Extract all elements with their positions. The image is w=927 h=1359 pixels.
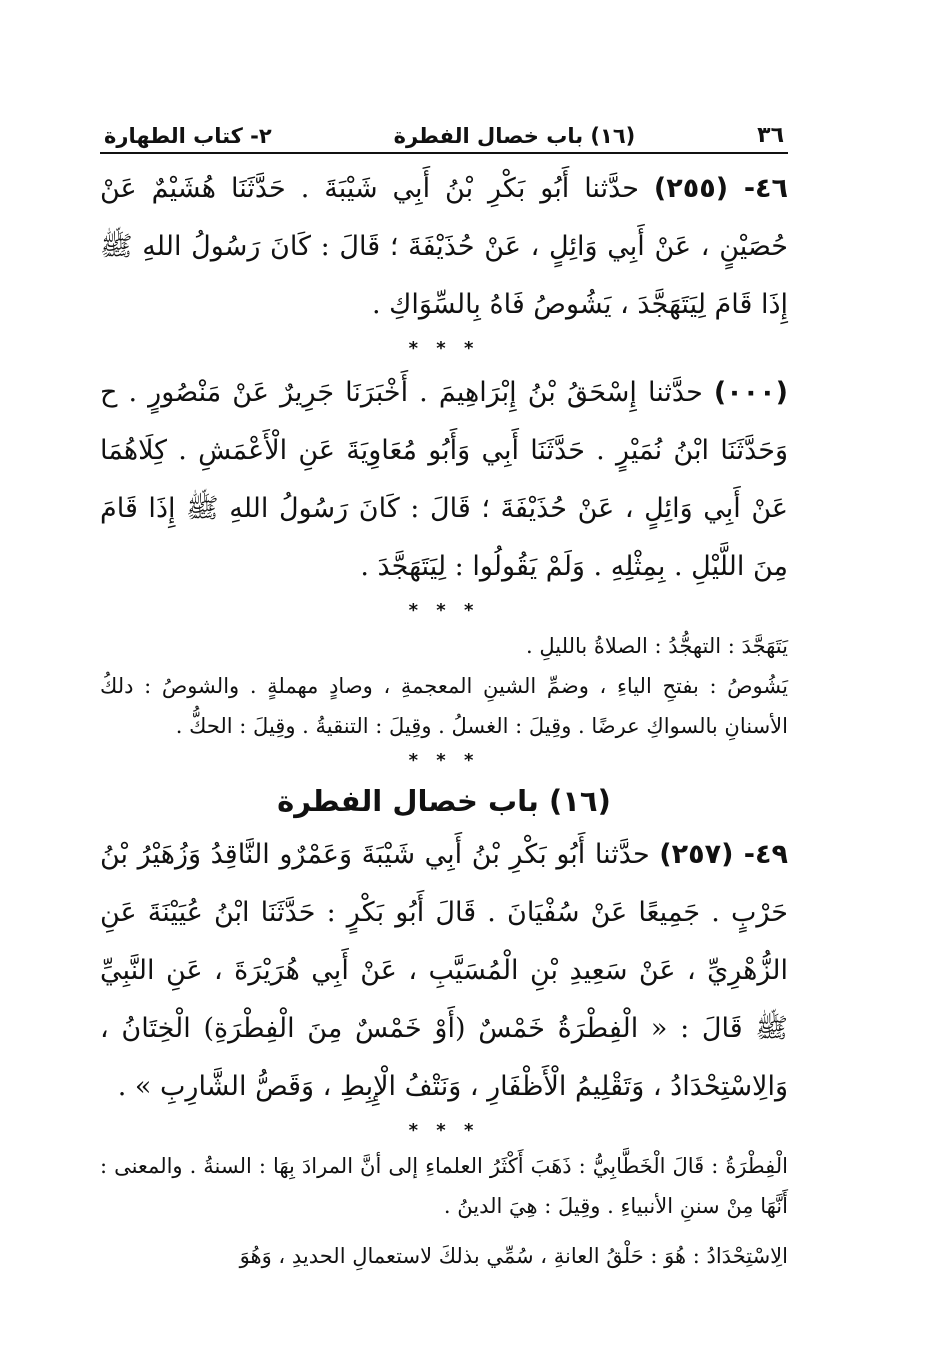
hadith-text: حدَّثنا أَبُو بَكْرِ بْنُ أَبِي شَيْبَةَ . حَدَّثَنَا هُشَيْمٌ عَنْ حُصَيْنٍ ، عَنْ أَبِي وَائِلٍ ، عَنْ حُذَيْفَةَ ؛ قَالَ : كَانَ رَسُولُ اللهِ ﷺ إِذَا قَامَ لِيَتَهَجَّدَ ، يَشُوصُ فَاهُ بِالسِّوَاكِ . [100, 173, 788, 320]
hadith-paragraph [100, 826, 788, 1116]
running-header [100, 112, 788, 152]
hadith-text: حدَّثنا إِسْحَقُ بْنُ إِبْرَاهِيمَ . أَخْبَرَنَا جَرِيرٌ عَنْ مَنْصُورٍ . ح وَحَدَّثَنَا ابْنُ نُمَيْرٍ . حَدَّثَنَا أَبِي وَأَبُو مُعَاوِيَةَ عَنِ الْأَعْمَشِ . كِلَاهُمَا عَنْ أَبِي وَائِلٍ ، عَنْ حُذَيْفَةَ ؛ قَالَ : كَانَ رَسُولُ اللهِ ﷺ إِذَا قَامَ مِنَ اللَّيْلِ . بِمِثْلِهِ . وَلَمْ يَقُولُوا : لِيَتَهَجَّدَ . [100, 377, 788, 582]
hadith-paragraph [100, 160, 788, 334]
commentary-note: الِاسْتِحْدَادُ : هُوَ : حَلْقُ العانةِ ، سُمِّي بذلكَ لاستعمالِ الحديدِ ، وَهُوَ [239, 1244, 788, 1268]
commentary-note: يَتَهَجَّدَ : التهجُّدُ : الصلاةُ بالليلِ . [526, 634, 788, 658]
commentary-note: الْفِطْرَةُ : قَالَ الْخَطَّابِيُّ : ذَهَبَ أَكْثَرُ العلماءِ إلى أنَّ المرادَ بِهَا : السنةُ . والمعنى : أَنَّهَا مِنْ سننِ الأنبياءِ . وقِيلَ : هِيَ الدينُ . [100, 1154, 788, 1218]
hadith-text: حدَّثنا أَبُو بَكْرِ بْنُ أَبِي شَيْبَةَ وَعَمْرٌو النَّاقِدُ وَزُهَيْرُ بْنُ حَرْبٍ . جَمِيعًا عَنْ سُفْيَانَ . قَالَ أَبُو بَكْرٍ : حَدَّثَنَا ابْنُ عُيَيْنَةَ عَنِ الزُّهْرِيِّ ، عَنْ سَعِيدِ بْنِ الْمُسَيَّبِ ، عَنْ أَبِي هُرَيْرَةَ ، عَنِ النَّبِيِّ ﷺ قَالَ : « الْفِطْرَةُ خَمْسٌ (أَوْ خَمْسٌ مِنَ الْفِطْرَةِ) الْخِتَانُ ، وَالِاسْتِحْدَادُ ، وَتَقْلِيمُ الْأَظْفَارِ ، وَنَتْفُ الْإِبِطِ ، وَقَصُّ الشَّارِبِ » . [100, 839, 788, 1102]
document-page [100, 112, 788, 1276]
hadith-number: ٤٩- (٢٥٧) [659, 839, 788, 870]
hadith-number: (٠٠٠) [713, 377, 788, 408]
commentary-note: يَشُوصُ : بفتحِ الياءِ ، وضمِّ الشينِ المعجمةِ ، وصادٍ مهملةٍ . والشوصُ : دلكُ الأسنانِ بالسواكِ عرضًا . وقِيلَ : الغسلُ . وقِيلَ : التنقيةُ . وقِيلَ : الحكُّ . [100, 674, 788, 738]
header-section-title: (١٦) باب خصال الفطرة [393, 124, 636, 148]
section-separator: * * * [408, 338, 480, 359]
chapter-title: (١٦) باب خصال الفطرة [277, 784, 611, 818]
header-book-title: ٢- كتاب الطهارة [104, 124, 272, 148]
hadith-number: ٤٦- (٢٥٥) [653, 173, 788, 204]
section-separator: * * * [408, 600, 480, 621]
hadith-paragraph [100, 364, 788, 596]
section-separator: * * * [408, 750, 480, 771]
section-separator: * * * [408, 1120, 480, 1141]
page-number: ٣٦ [757, 123, 784, 148]
header-rule [100, 152, 788, 154]
